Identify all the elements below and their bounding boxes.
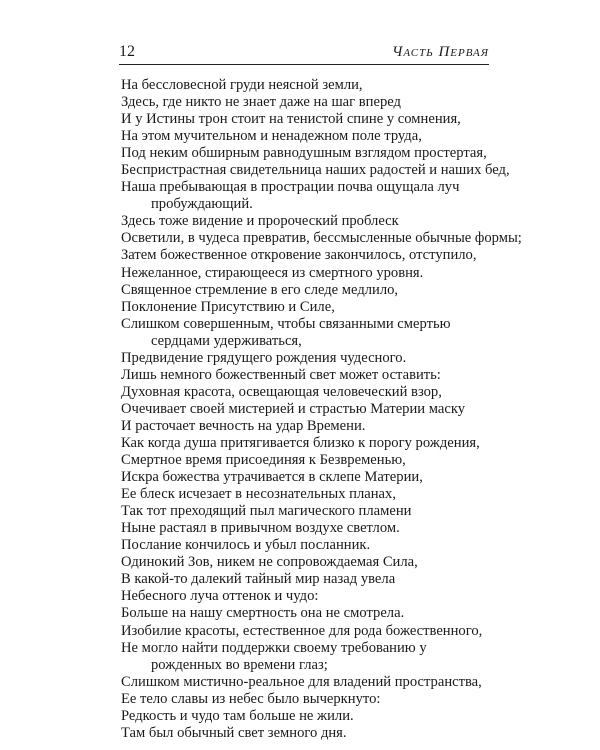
poem-line: Нежеланное, стирающееся из смертного уровня. [121, 264, 424, 281]
poem-line: Не могло найти поддержки своему требованию у [121, 639, 427, 656]
poem-line: Как когда душа притягивается близко к порогу рождения, [121, 434, 480, 451]
poem-line: Редкость и чудо там больше не жили. [121, 707, 354, 724]
poem-line: Искра божества утрачивается в склепе Материи, [121, 469, 423, 486]
poem-line: В какой-то далекий тайный мир назад увела [121, 571, 396, 588]
poem-line: Слишком совершенным, чтобы связанными смертью [121, 315, 451, 332]
page-number: 12 [119, 43, 135, 60]
poem-line: Ныне растаял в привычном воздухе светлом. [121, 520, 400, 537]
poem-line: Здесь тоже видение и пророческий проблеск [121, 213, 399, 230]
poem-line: Затем божественное откровение закончилось, отступило, [121, 247, 477, 264]
poem-line: Небесного луча оттенок и чудо: [121, 588, 319, 605]
poem-line: Послание кончилось и убыл посланник. [121, 537, 371, 554]
poem-line: Поклонение Присутствию и Силе, [121, 298, 335, 315]
poem-line: Изобилие красоты, естественное для рода божественного, [121, 622, 483, 639]
poem-line: Одинокий Зов, никем не сопровождаемая Сила, [121, 554, 418, 571]
poem-line: Под неким обширным равнодушным взглядом простертая, [121, 145, 487, 162]
poem-line: На бессловесной груди неясной земли, [121, 77, 363, 93]
poem-line: Священное стремление в его следе медлило, [121, 281, 399, 298]
poem-line: Смертное время присоединяя к Безвременью, [121, 452, 406, 469]
poem-line: Очечивает своей мистерией и страстью Материи маску [121, 400, 466, 417]
poem-line: Там был обычный свет земного дня. [121, 724, 347, 741]
poem-line: Слишком мистично-реальное для владений пространства, [121, 673, 482, 690]
running-head: Часть Первая [392, 44, 489, 60]
poem-line: Лишь немного божественный свет может оставить: [121, 366, 441, 383]
poem-line: На этом мучительном и ненадежном поле труда, [121, 128, 422, 145]
poem-line: И у Истины трон стоит на тенистой спине у сомнения, [121, 111, 461, 128]
poem-line: Ее тело славы из небес было вычеркнуто: [121, 690, 381, 707]
poem-line: Духовная красота, освещающая человеческий взор, [121, 383, 442, 400]
poem-line-continuation: пробуждающий. [151, 196, 253, 213]
poem-line: Наша пребывающая в прострации почва ощущала луч [121, 179, 460, 196]
poem-line: Предвидение грядущего рождения чудесного. [121, 349, 407, 366]
poem-line-continuation: сердцами удерживаться, [151, 332, 302, 349]
header-rule [119, 64, 489, 65]
poem-line: Беспристрастная свидетельница наших радостей и наших бед, [121, 162, 510, 179]
poem-line: Так тот преходящий пыл магического пламени [121, 503, 412, 520]
poem-line: Больше на нашу смертность она не смотрела. [121, 605, 405, 622]
poem-line: И расточает вечность на удар Времени. [121, 417, 366, 434]
poem-line-continuation: рожденных во времени глаз; [151, 656, 328, 673]
poem-line: Осветили, в чудеса превратив, бессмысленные обычные формы; [121, 230, 522, 247]
poem-text [121, 77, 522, 742]
poem-line: Здесь, где никто не знает даже на шаг вперед [121, 94, 401, 111]
poem-line: Ее блеск исчезает в несознательных планах, [121, 486, 396, 503]
page-header [119, 42, 489, 66]
